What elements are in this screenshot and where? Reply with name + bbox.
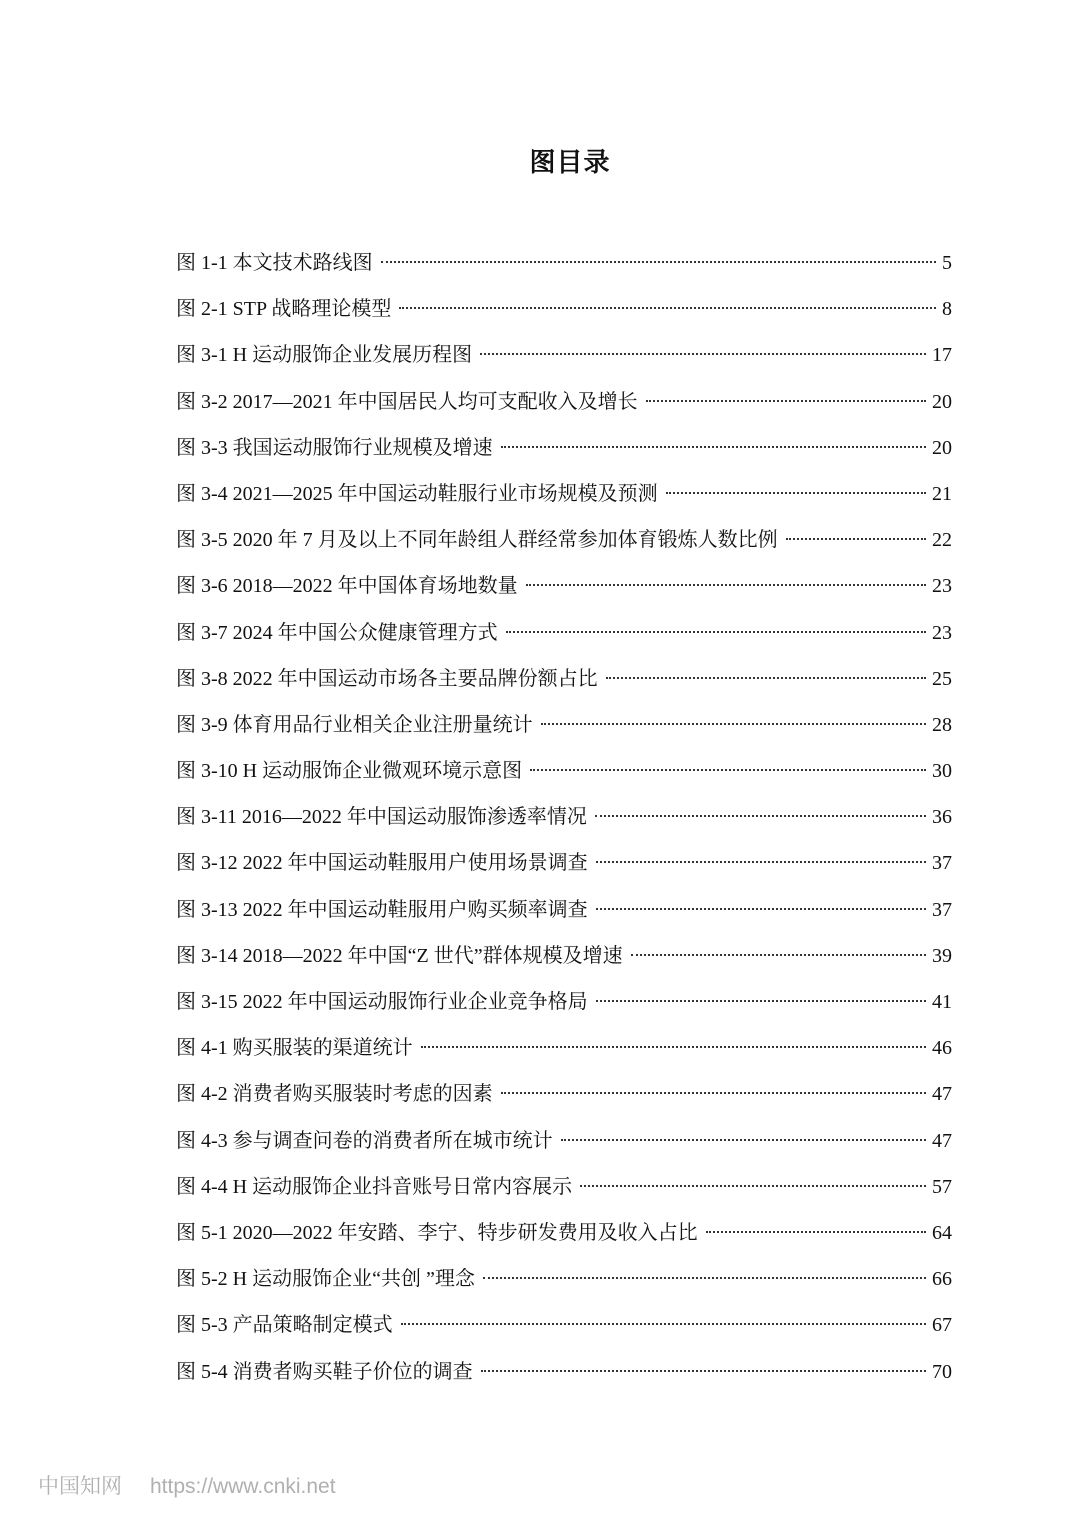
- toc-entry-label: 图 3-1 H 运动服饰企业发展历程图: [176, 344, 473, 367]
- toc-leader-dots: [666, 492, 926, 494]
- toc-leader-dots: [401, 1323, 926, 1325]
- toc-leader-dots: [481, 1370, 926, 1372]
- toc-entry[interactable]: [176, 887, 952, 933]
- toc-leader-dots: [480, 353, 926, 355]
- figure-list: [176, 240, 952, 1395]
- toc-leader-dots: [561, 1139, 926, 1141]
- toc-entry-page-number: 22: [932, 529, 952, 552]
- toc-entry-page-number: 36: [932, 806, 952, 829]
- toc-entry-label: 图 2-1 STP 战略理论模型: [176, 298, 392, 321]
- watermark-logo-text: 中国知网: [38, 1474, 122, 1498]
- toc-entry[interactable]: [176, 1025, 952, 1071]
- toc-entry-label: 图 3-8 2022 年中国运动市场各主要品牌份额占比: [176, 667, 598, 690]
- toc-entry[interactable]: [176, 425, 952, 471]
- toc-leader-dots: [596, 861, 926, 863]
- toc-entry[interactable]: [176, 979, 952, 1025]
- toc-entry-page-number: 41: [932, 991, 952, 1013]
- toc-leader-dots: [506, 631, 926, 633]
- toc-entry[interactable]: [176, 563, 952, 609]
- toc-leader-dots: [501, 1092, 926, 1094]
- toc-entry-page-number: 5: [942, 252, 952, 274]
- toc-entry-page-number: 23: [932, 621, 952, 644]
- toc-leader-dots: [646, 400, 926, 402]
- toc-leader-dots: [580, 1185, 926, 1187]
- toc-entry[interactable]: [176, 656, 952, 702]
- toc-entry[interactable]: [176, 840, 952, 886]
- toc-entry-page-number: 47: [932, 1129, 952, 1152]
- toc-leader-dots: [483, 1277, 926, 1279]
- toc-entry-page-number: 23: [932, 575, 952, 598]
- toc-entry-label: 图 3-15 2022 年中国运动服饰行业企业竞争格局: [176, 991, 588, 1013]
- toc-entry-page-number: 47: [932, 1083, 952, 1106]
- toc-entry-page-number: 39: [932, 944, 952, 967]
- toc-leader-dots: [501, 446, 926, 448]
- toc-entry[interactable]: [176, 1118, 952, 1164]
- toc-entry[interactable]: [176, 1302, 952, 1348]
- toc-leader-dots: [631, 954, 926, 956]
- toc-leader-dots: [399, 307, 936, 309]
- toc-entry-label: 图 3-6 2018—2022 年中国体育场地数量: [176, 575, 518, 598]
- toc-entry-page-number: 64: [932, 1221, 952, 1244]
- toc-entry-page-number: 17: [932, 344, 952, 367]
- toc-entry-label: 图 3-9 体育用品行业相关企业注册量统计: [176, 713, 533, 736]
- toc-entry-page-number: 67: [932, 1314, 952, 1337]
- toc-entry-page-number: 20: [932, 436, 952, 459]
- toc-entry-page-number: 37: [932, 898, 952, 921]
- toc-entry-label: 图 5-3 产品策略制定模式: [176, 1314, 393, 1337]
- toc-entry-label: 图 5-2 H 运动服饰企业“共创 ”理念: [176, 1268, 475, 1291]
- toc-entry-label: 图 3-5 2020 年 7 月及以上不同年龄组人群经常参加体育锻炼人数比例: [176, 529, 778, 552]
- toc-entry-label: 图 4-4 H 运动服饰企业抖音账号日常内容展示: [176, 1175, 573, 1198]
- cnki-watermark: [38, 1470, 336, 1500]
- toc-entry-page-number: 8: [942, 298, 952, 321]
- toc-entry-label: 图 3-4 2021—2025 年中国运动鞋服行业市场规模及预测: [176, 482, 658, 505]
- toc-entry-page-number: 20: [932, 390, 952, 413]
- toc-entry-label: 图 5-4 消费者购买鞋子价位的调查: [176, 1360, 473, 1383]
- toc-entry[interactable]: [176, 1256, 952, 1302]
- toc-entry-page-number: 66: [932, 1268, 952, 1291]
- toc-leader-dots: [526, 584, 926, 586]
- toc-entry-label: 图 3-14 2018—2022 年中国“Z 世代”群体规模及增速: [176, 944, 623, 967]
- toc-leader-dots: [530, 769, 926, 771]
- toc-entry[interactable]: [176, 748, 952, 794]
- toc-entry[interactable]: [176, 517, 952, 563]
- toc-entry-label: 图 3-10 H 运动服饰企业微观环境示意图: [176, 760, 523, 783]
- toc-entry-page-number: 70: [932, 1360, 952, 1383]
- toc-leader-dots: [596, 908, 926, 910]
- toc-leader-dots: [606, 677, 926, 679]
- toc-entry-label: 图 4-1 购买服装的渠道统计: [176, 1037, 413, 1060]
- toc-leader-dots: [596, 1000, 926, 1002]
- toc-entry-page-number: 21: [932, 482, 952, 505]
- toc-entry[interactable]: [176, 1164, 952, 1210]
- toc-entry[interactable]: [176, 471, 952, 517]
- toc-leader-dots: [595, 815, 926, 817]
- toc-entry[interactable]: [176, 702, 952, 748]
- toc-entry-label: 图 3-2 2017—2021 年中国居民人均可支配收入及增长: [176, 390, 638, 413]
- toc-entry[interactable]: [176, 1349, 952, 1395]
- toc-entry-label: 图 3-7 2024 年中国公众健康管理方式: [176, 621, 498, 644]
- toc-entry-label: 图 3-11 2016—2022 年中国运动服饰渗透率情况: [176, 806, 587, 829]
- toc-entry[interactable]: [176, 332, 952, 378]
- page-title: 图目录: [529, 148, 611, 178]
- toc-entry-label: 图 1-1 本文技术路线图: [176, 252, 373, 274]
- toc-entry-label: 图 3-13 2022 年中国运动鞋服用户购买频率调查: [176, 898, 588, 921]
- toc-entry-label: 图 4-3 参与调查问卷的消费者所在城市统计: [176, 1129, 553, 1152]
- toc-entry-label: 图 4-2 消费者购买服装时考虑的因素: [176, 1083, 493, 1106]
- toc-leader-dots: [541, 723, 926, 725]
- toc-entry[interactable]: [176, 794, 952, 840]
- toc-entry-page-number: 46: [932, 1037, 952, 1060]
- toc-entry[interactable]: [176, 379, 952, 425]
- toc-entry[interactable]: [176, 1071, 952, 1117]
- toc-entry-label: 图 3-12 2022 年中国运动鞋服用户使用场景调查: [176, 852, 588, 875]
- toc-entry[interactable]: [176, 1210, 952, 1256]
- toc-entry[interactable]: [176, 933, 952, 979]
- toc-entry-page-number: 57: [932, 1175, 952, 1198]
- toc-entry-page-number: 28: [932, 713, 952, 736]
- toc-entry-page-number: 25: [932, 667, 952, 690]
- toc-entry-page-number: 37: [932, 852, 952, 875]
- toc-leader-dots: [706, 1231, 926, 1233]
- toc-entry-page-number: 30: [932, 760, 952, 783]
- toc-entry-label: 图 3-3 我国运动服饰行业规模及增速: [176, 436, 493, 459]
- toc-entry[interactable]: [176, 240, 952, 286]
- toc-entry[interactable]: [176, 610, 952, 656]
- toc-entry-label: 图 5-1 2020—2022 年安踏、李宁、特步研发费用及收入占比: [176, 1221, 698, 1244]
- toc-leader-dots: [786, 538, 926, 540]
- toc-leader-dots: [421, 1046, 926, 1048]
- toc-leader-dots: [381, 261, 936, 263]
- toc-entry[interactable]: [176, 286, 952, 332]
- watermark-url: https://www.cnki.net: [150, 1475, 336, 1498]
